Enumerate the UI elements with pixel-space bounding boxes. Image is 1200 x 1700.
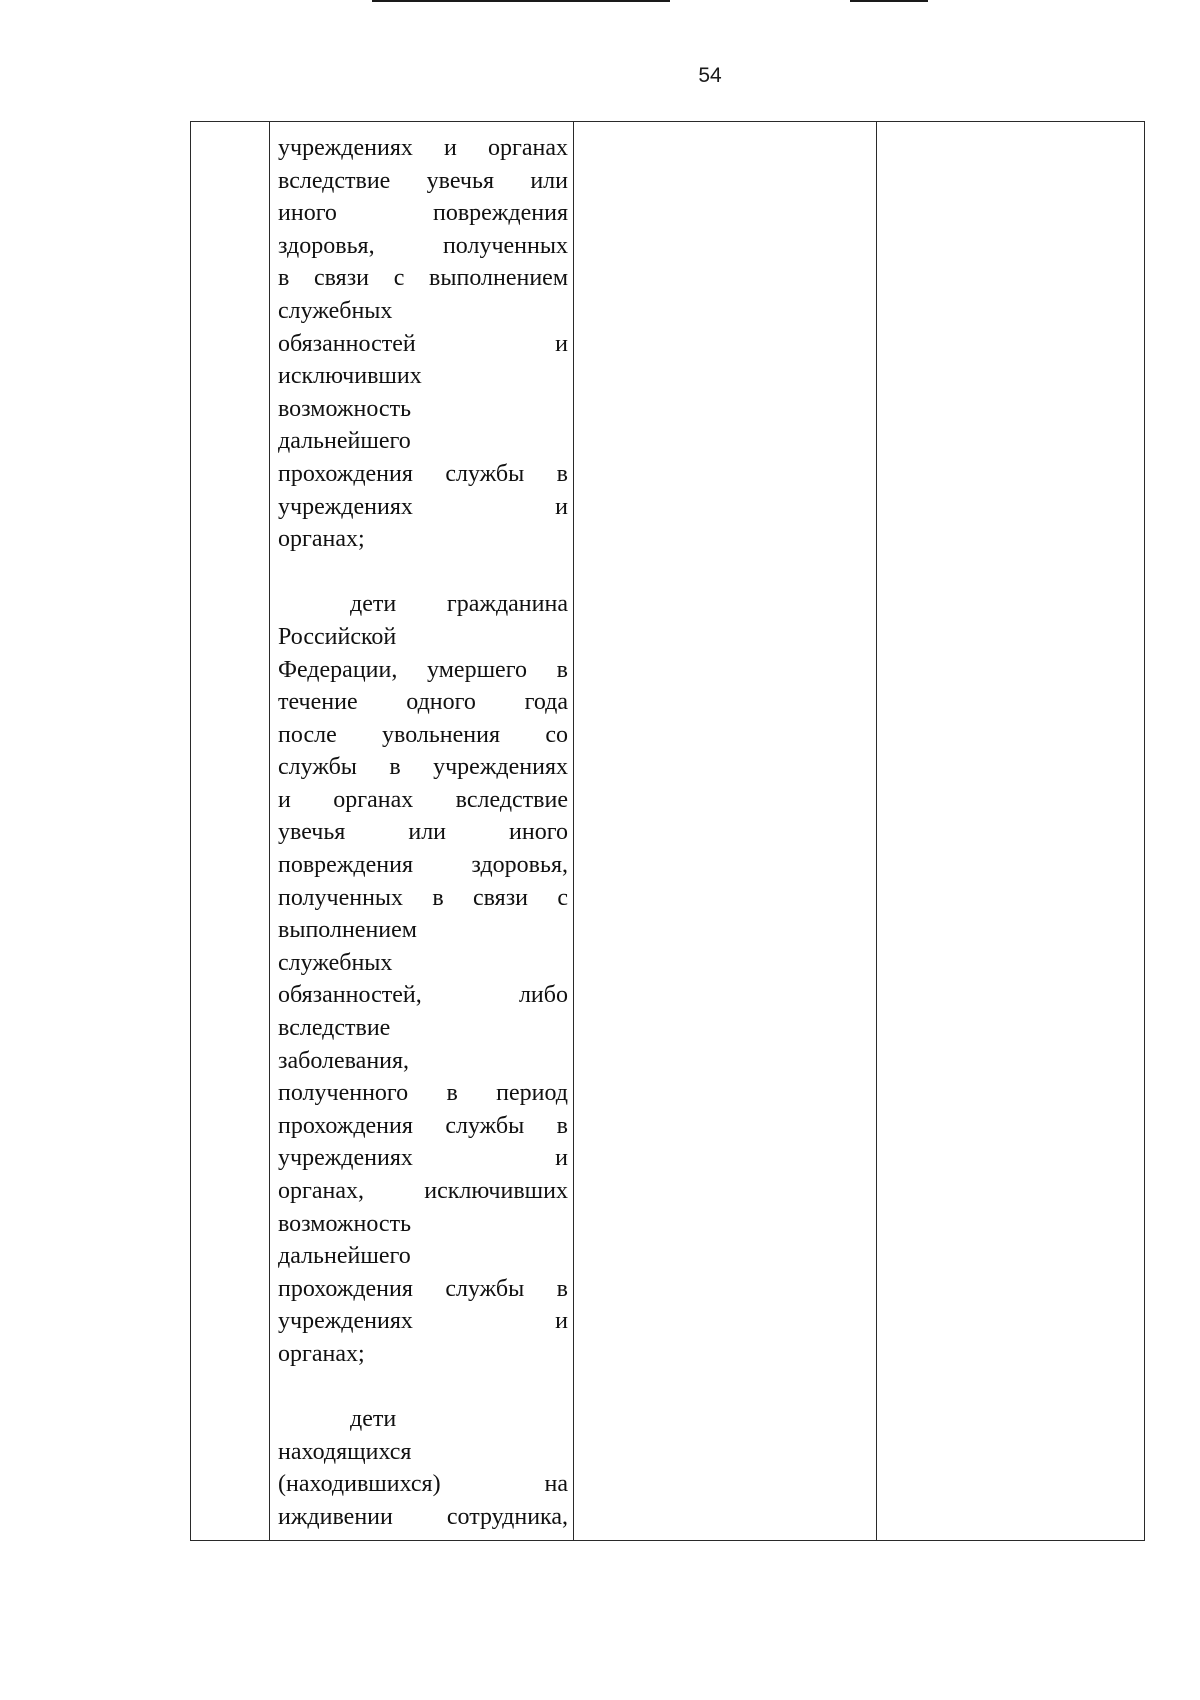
table-cell-description <box>270 122 574 1541</box>
table-cell-empty-4 <box>877 122 1145 1541</box>
top-scan-rule-left <box>372 0 670 2</box>
document-table <box>190 121 1145 1541</box>
paragraph-2: дети гражданина Российской Федерации, умершего в течение одного года после увольнения со службы в учреждениях и органах вследствие увечья или иного повреждения здоровья, полученных в связи с выполнением служебных обязанностей, либо вследствие заболевания, полученного в период прохождения службы в учреждениях и органах, исключивших возможность дальнейшего прохождения службы в учреждениях и органах; <box>278 591 568 1367</box>
table-cell-number <box>191 122 270 1541</box>
paragraph-3: дети находящихся (находившихся) на иждивении сотрудника, <box>278 1406 568 1530</box>
page-number: 54 <box>698 64 722 87</box>
description-text <box>270 122 573 1534</box>
paragraph-1: учреждениях и органах вследствие увечья или иного повреждения здоровья, полученных в связи с выполнением служебных обязанностей и исключивших возможность дальнейшего прохождения службы в учреждениях и органах; <box>278 135 568 553</box>
top-scan-rule-right <box>850 0 928 2</box>
table-row <box>191 122 1145 1541</box>
table-cell-empty-3 <box>574 122 877 1541</box>
